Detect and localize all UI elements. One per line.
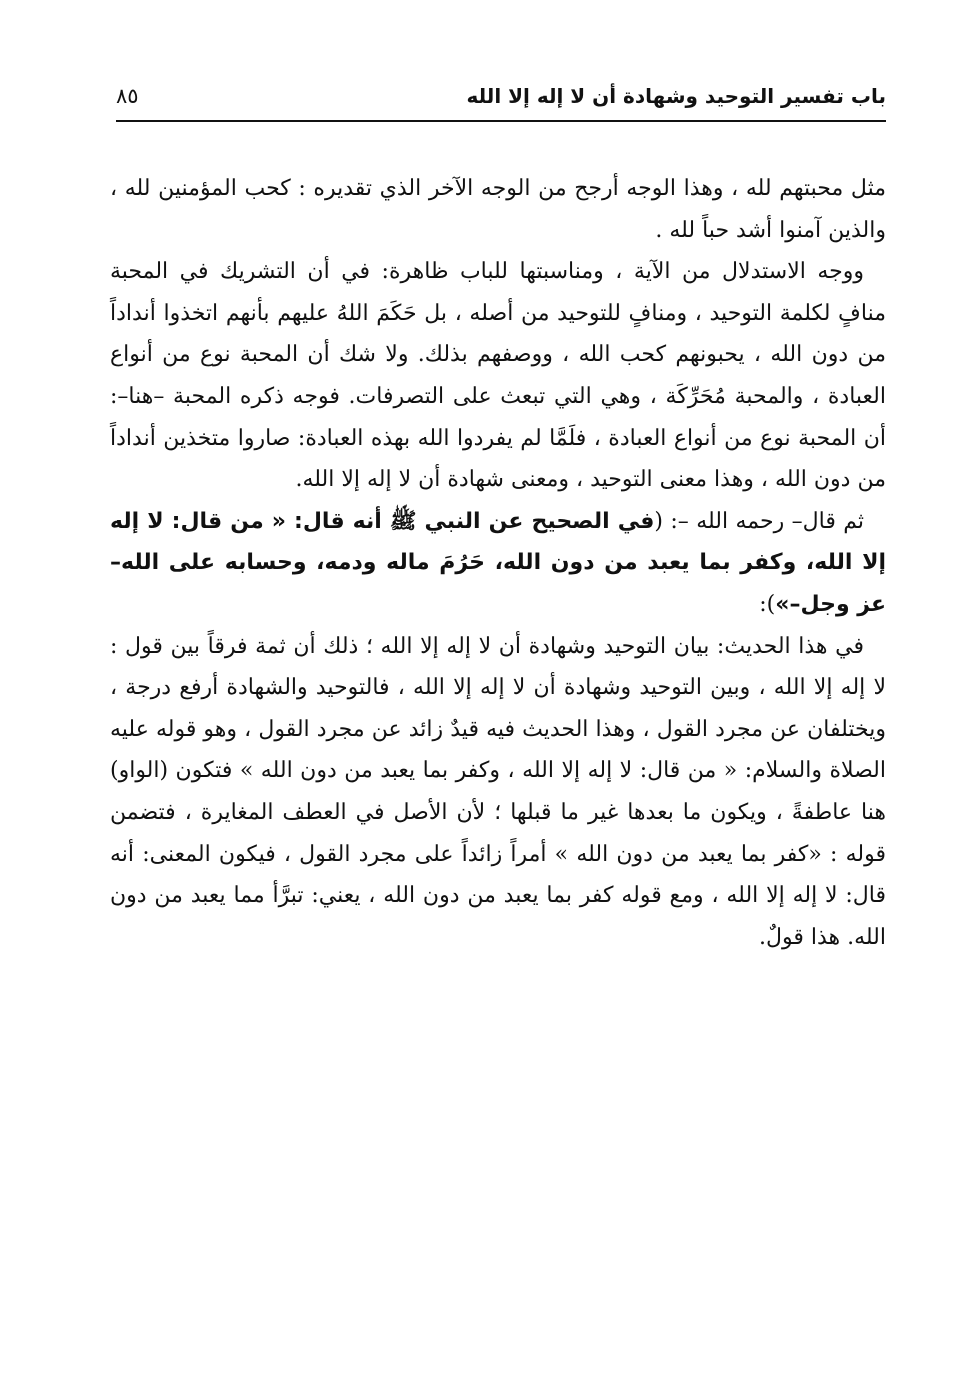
chapter-title: باب تفسير التوحيد وشهادة أن لا إله إلا الله (466, 84, 886, 108)
page-number: ٨٥ (116, 84, 139, 108)
hadith-quote: في الصحيح عن النبي ﷺ أنه قال: « من قال: لا إله إلا الله، وكفر بما يعبد من دون الله، حَرُمَ ماله ودمه، وحسابه على الله– عز وجل–» (110, 508, 886, 617)
quote-end: ): (759, 591, 776, 617)
paragraph-2: ووجه الاستدلال من الآية ، ومناسبتها للباب ظاهرة: في أن التشريك في المحبة منافٍ لكلمة التوحيد ، ومنافٍ للتوحيد من أصله ، بل حَكَمَ اللهُ عليهم بأنهم اتخذوا أنداداً من دون الله ، يحبونهم كحب الله ، ووصفهم بذلك. ولا شك أن المحبة نوع من أنواع العبادة ، والمحبة مُحَرِّكَة ، وهي التي تبعث على التصرفات. فوجه ذكره المحبة –هنا–: أن المحبة نوع من أنواع العبادة ، فلَمَّا لم يفردوا الله بهذه العبادة: صاروا متخذين أنداداً من دون الله ، وهذا معنى التوحيد ، ومعنى شهادة أن لا إله إلا الله. (110, 259, 886, 493)
quote-intro: ثم قال– رحمه الله –: ( (654, 508, 865, 534)
body-text (110, 168, 886, 958)
paragraph-3 (110, 501, 886, 626)
paragraph-1: مثل محبتهم لله ، وهذا الوجه أرجح من الوجه الآخر الذي تقديره : كحب المؤمنين لله ، والذين آمنوا أشد حباً لله . (110, 176, 886, 243)
header-divider (116, 120, 886, 122)
page-header (116, 78, 886, 122)
paragraph-4: في هذا الحديث: بيان التوحيد وشهادة أن لا إله إلا الله ؛ ذلك أن ثمة فرقاً بين قول : لا إله إلا الله ، وبين التوحيد وشهادة أن لا إله إلا الله ، فالتوحيد والشهادة أرفع درجة ، ويختلفان عن مجرد القول ، وهذا الحديث فيه قيدٌ زائد عن مجرد القول ، وهو قوله عليه الصلاة والسلام: « من قال: لا إله إلا الله ، وكفر بما يعبد من دون الله » فتكون (الواو) هنا عاطفةً ، ويكون ما بعدها غير ما قبلها ؛ لأن الأصل في العطف المغايرة ، فتضمن قوله : «كفر بما يعبد من دون الله » أمراً زائداً على مجرد القول ، فيكون المعنى: أنه قال: لا إله إلا الله ، ومع قوله كفر بما يعبد من دون الله ، يعني: تبرَّأ مما يعبد من دون الله. هذا قولٌ. (110, 633, 886, 950)
